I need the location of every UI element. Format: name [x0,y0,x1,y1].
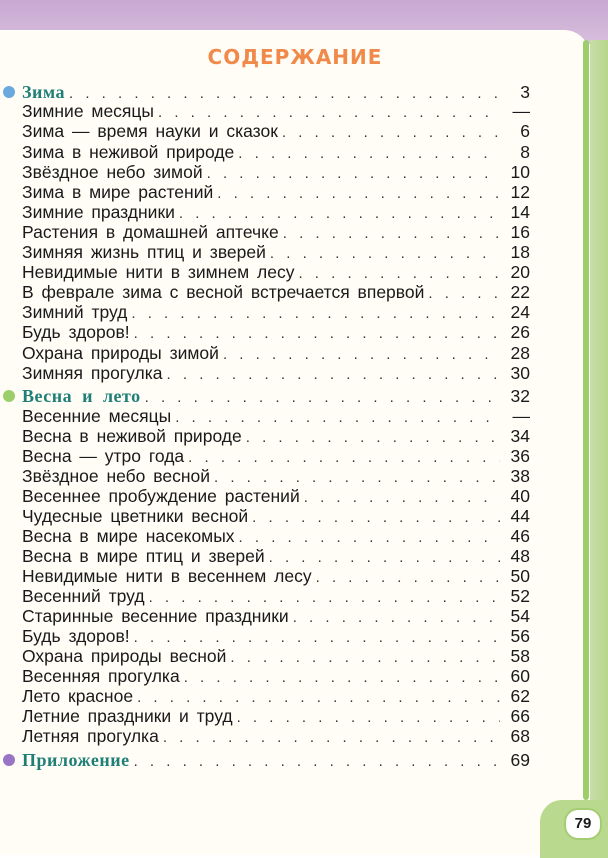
toc-entry[interactable] [22,322,530,342]
toc-entry-title: Лето красное [22,686,134,706]
toc-entry-page: 32 [510,386,530,406]
toc-entry-page: 12 [510,182,530,202]
toc-entry[interactable] [22,202,530,222]
right-green-border [583,40,589,800]
dot-leader [293,608,500,628]
toc-entry[interactable] [22,486,530,506]
page-title: СОДЕРЖАНИЕ [207,45,383,69]
dot-leader [316,568,500,588]
toc-entry-page: 20 [510,262,530,282]
toc-entry-title: Весеннее пробуждение растений [22,486,300,506]
dot-leader [238,144,500,164]
dot-leader [149,588,500,608]
toc-entry[interactable] [22,406,530,426]
toc-entry[interactable] [22,182,530,202]
dot-leader [223,345,500,365]
toc-entry-page: 40 [510,486,530,506]
dot-leader [270,244,500,264]
dot-leader [158,103,500,123]
toc-entry-page: 54 [510,606,530,626]
toc-entry-page: 14 [510,202,530,222]
toc-entry-title: Приложение [22,750,130,770]
toc-entry[interactable] [22,466,530,486]
toc-entry-title: Невидимые нити в зимнем лесу [22,262,295,282]
dot-leader [163,728,500,748]
dot-leader [207,164,500,184]
toc-entry[interactable] [22,363,530,383]
toc-entry-page: 28 [510,343,530,363]
toc-entry-title: Звёздное небо зимой [22,162,203,182]
section-bullet-icon [3,754,15,766]
toc-entry[interactable] [22,686,530,706]
toc-entry-title: Зима в неживой природе [22,142,235,162]
toc-entry-page: 16 [510,222,530,242]
right-margin-strip [590,40,608,855]
toc-entry-title: Весенний труд [22,586,145,606]
dot-leader [304,488,500,508]
dot-leader [179,204,500,224]
toc-entry-page: 24 [510,302,530,322]
dot-leader [246,428,500,448]
dot-leader [217,184,500,204]
dot-leader [145,388,500,408]
dot-leader [298,264,500,284]
toc-entry-page: 8 [520,142,530,162]
dot-leader [239,528,500,548]
dot-leader [134,628,500,648]
toc-entry[interactable] [22,101,530,121]
toc-entry[interactable] [22,242,530,262]
toc-entry-page: 44 [510,506,530,526]
toc-entry-title: Весна в мире птиц и зверей [22,546,265,566]
toc-entry-title: Весенняя прогулка [22,666,180,686]
toc-entry-page: 18 [510,242,530,262]
toc-entry[interactable] [22,222,530,242]
toc-section[interactable] [22,82,530,102]
toc-entry[interactable] [22,706,530,726]
toc-entry-title: Зимние праздники [22,202,175,222]
toc-entry[interactable] [22,546,530,566]
dot-leader [230,648,500,668]
dot-leader [167,365,500,385]
toc-entry-title: Летние праздники и труд [22,706,233,726]
toc-entry-title: Чудесные цветники весной [22,506,249,526]
dot-leader [131,304,500,324]
toc-entry-title: Зима [22,82,66,102]
dot-leader [184,668,500,688]
toc-entry-title: Зимняя жизнь птиц и зверей [22,242,266,262]
toc-entry-title: Весна в мире насекомых [22,526,235,546]
toc-entry-page: 30 [510,363,530,383]
toc-entry[interactable] [22,566,530,586]
toc-entry-page: 52 [510,586,530,606]
toc-entry[interactable] [22,606,530,626]
toc-entry-page: 56 [510,626,530,646]
toc-entry-title: В феврале зима с весной встречается впервой [22,282,425,302]
toc-entry-title: Будь здоров! [22,626,130,646]
dot-leader [237,708,500,728]
toc-entry-page: 46 [510,526,530,546]
toc-entry-title: Весна в неживой природе [22,426,242,446]
toc-section[interactable] [22,750,530,770]
toc-entry-title: Старинные весенние праздники [22,606,289,626]
toc-entry[interactable] [22,426,530,446]
dot-leader [188,448,500,468]
toc-entry[interactable] [22,262,530,282]
dot-leader [252,508,500,528]
section-bullet-icon [3,390,15,402]
toc-entry-page: 68 [510,726,530,746]
toc-entry-page: 34 [510,426,530,446]
dot-leader [214,468,500,488]
toc-entry-title: Весенние месяцы [22,406,172,426]
toc-entry[interactable] [22,446,530,466]
toc-entry[interactable] [22,121,530,141]
toc-section[interactable] [22,386,530,406]
toc-entry-page: 22 [510,282,530,302]
toc-entry-page: — [512,406,530,426]
toc-entry-title: Охрана природы весной [22,646,227,666]
toc-entry-page: 62 [510,686,530,706]
toc-entry-title: Зимние месяцы [22,101,155,121]
toc-entry-page: 60 [510,666,530,686]
dot-leader [134,324,500,344]
dot-leader [428,284,500,304]
section-bullet-icon [3,86,15,98]
toc-entry-page: 6 [520,121,530,141]
toc-entry-title: Зима в мире растений [22,182,214,202]
dot-leader [282,123,500,143]
dot-leader [283,224,500,244]
toc-entry-page: 50 [510,566,530,586]
toc-entry-page: 36 [510,446,530,466]
toc-entry-title: Весна и лето [22,386,141,406]
toc-entry-title: Весна — утро года [22,446,185,466]
dot-leader [269,548,500,568]
page-number: 79 [564,808,602,840]
toc-entry-title: Зимний труд [22,302,128,322]
dot-leader [137,688,500,708]
toc-entry-title: Летняя прогулка [22,726,159,746]
toc-entry[interactable] [22,586,530,606]
toc-entry-title: Охрана природы зимой [22,343,219,363]
toc-entry[interactable] [22,142,530,162]
toc-entry-page: — [512,101,530,121]
dot-leader [175,408,500,428]
toc-entry-title: Зимняя прогулка [22,363,163,383]
toc-entry[interactable] [22,666,530,686]
toc-entry[interactable] [22,506,530,526]
toc-entry-page: 26 [510,322,530,342]
toc-entry[interactable] [22,162,530,182]
toc-entry[interactable] [22,726,530,746]
toc-entry-title: Будь здоров! [22,322,130,342]
toc-entry-page: 10 [510,162,530,182]
dot-leader [134,752,500,772]
toc-entry[interactable] [22,626,530,646]
toc-entry-page: 38 [510,466,530,486]
toc-entry-title: Невидимые нити в весеннем лесу [22,566,312,586]
toc-entry-page: 48 [510,546,530,566]
toc-entry-title: Звёздное небо весной [22,466,211,486]
toc-entry[interactable] [22,526,530,546]
toc-entry[interactable] [22,282,530,302]
toc-entry[interactable] [22,646,530,666]
toc-entry-page: 66 [510,706,530,726]
toc-entry-title: Зима — время науки и сказок [22,121,278,141]
toc-entry-page: 3 [520,82,530,102]
toc-entry-page: 69 [510,750,530,770]
toc-entry-page: 58 [510,646,530,666]
toc-entry-title: Растения в домашней аптечке [22,222,279,242]
toc-entry[interactable] [22,343,530,363]
toc-entry[interactable] [22,302,530,322]
